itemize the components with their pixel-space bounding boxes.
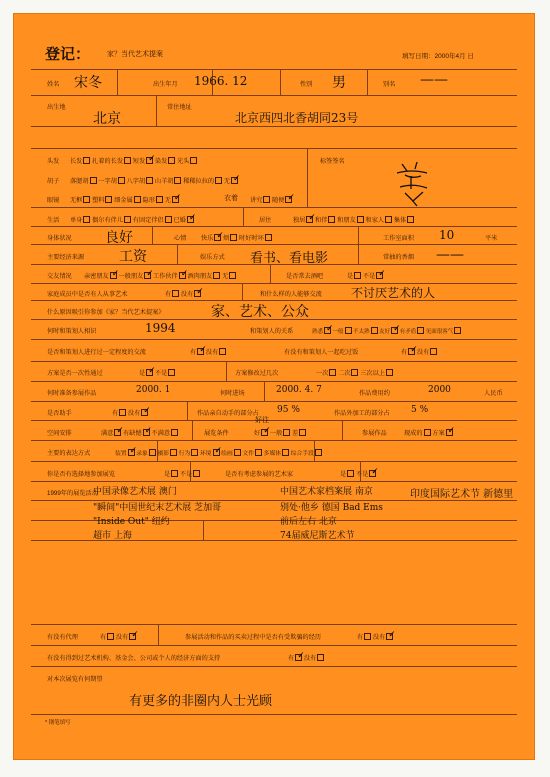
- drink-options[interactable]: 是 不是✓: [347, 271, 383, 280]
- outsource-label: 作品外加工的部分占: [334, 410, 390, 417]
- col-divider: [203, 521, 204, 540]
- wish-label: 对本次展览有何期望: [47, 676, 103, 683]
- form-title: 登记：: [45, 46, 91, 63]
- exhibit-3-1[interactable]: "Inside Out" 纽约: [93, 517, 170, 527]
- agent-options[interactable]: 有 没有✓: [100, 632, 136, 641]
- smoke-label: 常抽的香烟: [383, 254, 414, 261]
- relax-value[interactable]: 看书、看电影: [250, 251, 329, 266]
- friend-label: 和什么样的人能够交流: [260, 291, 322, 298]
- arrive-label: 何时进场: [220, 390, 245, 397]
- eat-options[interactable]: 有✓ 没有: [401, 347, 437, 356]
- meet-value[interactable]: 1994: [145, 321, 176, 335]
- form-subtitle: 家？当代艺术提案: [107, 51, 163, 58]
- glasses-label: 眼镜: [47, 197, 60, 204]
- choose-options[interactable]: 是 不是: [164, 469, 200, 478]
- prepare-value[interactable]: 2000. 1: [136, 385, 171, 395]
- hair-options[interactable]: 长发 扎着的长发 短发✓ 染发 光头: [70, 156, 197, 165]
- birth-label: 出生年月: [153, 81, 178, 88]
- divider: [31, 339, 517, 340]
- exhibit-1-2[interactable]: 中国艺术家档案展 南京: [280, 487, 373, 497]
- divider: [31, 714, 517, 715]
- talk-label: 是否和策划人进行过一定程度的交流: [47, 349, 146, 356]
- divider: [31, 666, 517, 667]
- friend-value[interactable]: 不讨厌艺术的人: [351, 286, 436, 300]
- health-label: 身体状况: [47, 235, 72, 242]
- cost-label: 作品费用约: [359, 390, 390, 397]
- divider: [31, 420, 517, 421]
- col-divider: [358, 245, 359, 264]
- relax-label: 娱乐方式: [200, 254, 225, 261]
- eat-label: 有没有和策划人一起吃过饭: [284, 349, 359, 356]
- meet-label: 何时和策划人相识: [47, 328, 97, 335]
- beard-options[interactable]: 落腮胡 一字胡 八字胡 山羊胡 稀稀拉拉的 无✓: [70, 176, 238, 185]
- social-label: 交友情况: [47, 273, 72, 280]
- col-divider: [156, 96, 157, 126]
- col-divider: [243, 208, 244, 226]
- address-label: 常住地址: [167, 104, 192, 111]
- exhibit-4-2[interactable]: 74届威尼斯艺术节: [280, 531, 355, 541]
- family-label: 家庭成员中是否有人从事艺术: [47, 291, 128, 298]
- birthplace-value[interactable]: 北京: [93, 111, 121, 127]
- cond-note: 好往: [255, 416, 269, 424]
- divider: [31, 361, 517, 362]
- health-value[interactable]: 良好: [105, 230, 133, 246]
- smoke-value[interactable]: ——: [436, 247, 464, 263]
- col-divider: [307, 149, 308, 207]
- drink-label: 是否常去酒吧: [286, 273, 324, 280]
- col-divider: [158, 625, 159, 645]
- divider: [31, 461, 517, 462]
- support-label: 有没有得到过艺术机构、基金会、公司或个人的经济方面的支持: [47, 655, 221, 662]
- life-label: 生活: [47, 217, 60, 224]
- alias-label: 别名: [383, 81, 396, 88]
- exhibit-1-3[interactable]: 印度国际艺术节 新德里: [410, 489, 514, 500]
- attract-label: 什么原因吸引你参加《家？当代艺术提案》: [47, 309, 165, 316]
- self-label: 作品亲自动手的部分占: [197, 410, 259, 417]
- cheat-options[interactable]: 有 没有✓: [357, 632, 393, 641]
- beard-label: 胡子: [47, 178, 60, 185]
- prepare-label: 何时准备参展作品: [47, 390, 97, 397]
- relation-options[interactable]: 熟悉✓ 一般 不太熟 友好✓ 有矛盾 见面很客气: [312, 327, 461, 335]
- exhibit-label: 1999年的展览活动: [47, 490, 98, 497]
- cheat-label: 参展活动和作品的买卖过程中是否有受欺骗的经历: [185, 634, 322, 641]
- helper-label: 是否助手: [47, 410, 72, 417]
- birthplace-label: 出生地: [47, 104, 66, 111]
- name-value[interactable]: 宋冬: [74, 75, 102, 91]
- exhibit-2-2[interactable]: 别处·他乡 德国 Bad Ems: [280, 503, 383, 513]
- col-divider: [342, 421, 343, 440]
- revise-options[interactable]: 一次 二次 三次以上: [316, 368, 393, 377]
- divider: [31, 95, 517, 96]
- sex-value[interactable]: 男: [332, 75, 346, 91]
- form-label: 参展作品: [362, 430, 387, 437]
- family-options[interactable]: 有 没有✓: [165, 289, 201, 298]
- fill-date: 填写日期：2000年4月 日: [402, 53, 474, 60]
- cond-label: 展览条件: [204, 430, 229, 437]
- col-divider: [152, 227, 153, 244]
- col-divider: [226, 362, 227, 381]
- income-value[interactable]: 工资: [119, 249, 147, 265]
- col-divider: [358, 227, 359, 244]
- divider: [31, 148, 517, 149]
- sex-label: 性别: [300, 81, 313, 88]
- divider: [31, 645, 517, 646]
- exhibit-1-1[interactable]: 中国录像艺术展 澳门: [93, 487, 177, 497]
- arrive-value[interactable]: 2000. 4. 7: [276, 385, 322, 395]
- col-divider: [187, 402, 188, 420]
- clothes-label: 衣着: [224, 195, 238, 202]
- col-divider: [367, 70, 368, 95]
- divider: [31, 401, 517, 402]
- divider: [31, 226, 517, 227]
- col-divider: [280, 70, 281, 95]
- choose-label: 你是否有选择地参加展览: [47, 471, 116, 478]
- footnote: * 钢笔填写: [45, 720, 71, 726]
- mood-options[interactable]: 快乐✓ 烦 时好时坏: [201, 233, 272, 242]
- social-options[interactable]: 亲密朋友✓ 一般朋友✓ 工作伙伴✓ 酒肉朋友 无: [84, 271, 236, 280]
- col-divider: [242, 284, 243, 300]
- once-options[interactable]: 是✓ 不是: [139, 368, 175, 377]
- col-divider: [264, 382, 265, 401]
- divider: [31, 69, 517, 70]
- consider-options[interactable]: 是 不是✓: [340, 469, 376, 478]
- wish-value[interactable]: 有更多的非圈内人士光顾: [129, 694, 273, 709]
- attract-value[interactable]: 家、艺术、公众: [211, 304, 309, 320]
- studio-label: 工作室面积: [383, 235, 414, 242]
- once-label: 方案是否一次性通过: [47, 370, 103, 377]
- cost-value[interactable]: 2000: [428, 385, 451, 395]
- live-options[interactable]: 独居✓ 和伴 和朋友 和家人 集体: [293, 215, 414, 224]
- glasses-options[interactable]: 无框 塑料 细金属 隐形 无✓: [70, 195, 179, 204]
- exhibit-2-1[interactable]: "瞬间"中国世纪末艺术展 芝加哥: [93, 503, 222, 513]
- exhibit-3-2[interactable]: 前后左右 北京: [280, 517, 337, 527]
- registration-form: [14, 14, 534, 759]
- col-divider: [117, 70, 118, 95]
- space-label: 空间安排: [47, 430, 72, 437]
- consider-label: 是否有考虑参展的艺术家: [225, 471, 294, 478]
- col-divider: [270, 265, 271, 283]
- outsource-value[interactable]: 5 %: [411, 405, 429, 415]
- col-divider: [177, 245, 178, 264]
- signature-label: 标签签名: [320, 158, 345, 165]
- divider: [31, 440, 517, 441]
- hair-label: 头发: [47, 158, 60, 165]
- income-label: 主要经济来源: [47, 254, 85, 261]
- divider: [31, 481, 517, 482]
- divider: [31, 207, 517, 208]
- life-options[interactable]: 单身 偶尔有伴儿 有固定伴侣 已婚✓: [70, 215, 194, 224]
- mood-label: 心情: [174, 235, 187, 242]
- relation-label: 和策划人的关系: [250, 328, 294, 335]
- alias-value[interactable]: ——: [420, 72, 448, 88]
- exhibit-4-1[interactable]: 超市 上海: [93, 531, 132, 541]
- agent-label: 有没有代理: [47, 634, 78, 641]
- helper-options[interactable]: 有 没有✓: [112, 408, 148, 417]
- birth-value[interactable]: 1966. 12: [194, 74, 248, 88]
- name-label: 姓名: [47, 81, 60, 88]
- form-options[interactable]: 现成的 方案✓: [404, 428, 453, 437]
- divider: [31, 381, 517, 382]
- mode-label: 主要的表达方式: [47, 450, 91, 457]
- address-value[interactable]: 北京西四北香胡同23号: [235, 111, 359, 125]
- live-label: 居住: [259, 217, 272, 224]
- divider: [31, 624, 517, 625]
- signature-mark: [387, 159, 442, 209]
- studio-unit: 平米: [485, 235, 498, 242]
- studio-value[interactable]: 10: [439, 228, 455, 242]
- revise-label: 方案修改过几次: [235, 370, 279, 377]
- talk-options[interactable]: 有✓ 没有: [190, 347, 226, 356]
- col-divider: [192, 421, 193, 440]
- divider: [31, 283, 517, 284]
- divider: [31, 244, 517, 245]
- mode-options[interactable]: 装置✓ 录象 摄影 行为 环境✓ 绘画 文件 多媒体 综合手段: [115, 448, 322, 457]
- cond-options[interactable]: 好✓ 一般 差: [254, 428, 306, 437]
- support-options[interactable]: 有✓ 没有: [288, 653, 324, 662]
- space-options[interactable]: 满意✓ 有缺憾✓ 不满意: [101, 428, 178, 437]
- clothes-options[interactable]: 讲究 随便✓: [250, 195, 292, 204]
- self-value[interactable]: 95 %: [277, 405, 300, 415]
- cost-unit: 人民币: [484, 390, 503, 397]
